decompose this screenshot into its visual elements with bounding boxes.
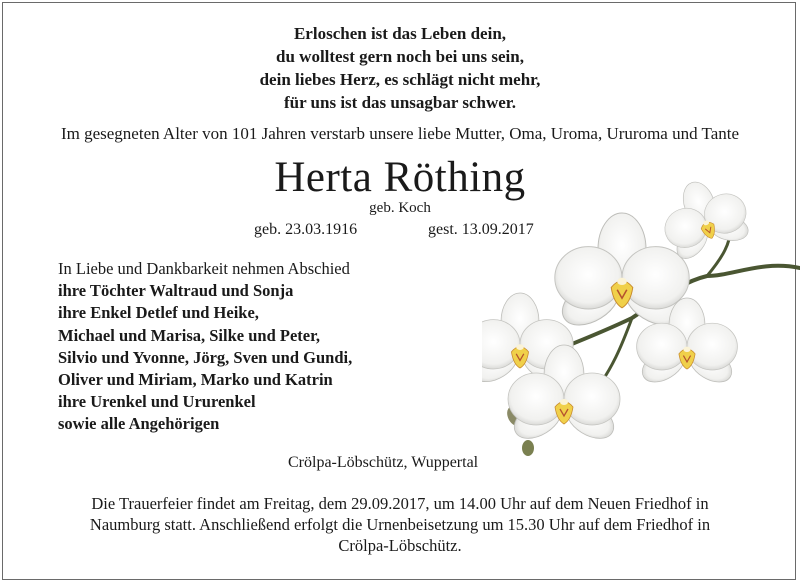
funeral-info [0,493,800,556]
funeral-line: Die Trauerfeier findet am Freitag, dem 29.09.2017, um 14.00 Uhr auf dem Neuen Friedhof in [91,494,709,513]
mourner-line: Michael und Marisa, Silke und Peter, [58,325,321,345]
poem-line: du wolltest gern noch bei uns sein, [276,47,524,66]
mourner-line: sowie alle Angehörigen [58,414,220,434]
maiden-name: geb. Koch [369,200,431,216]
place-names: Crölpa-Löbschütz, Wuppertal [288,454,479,471]
funeral-line: Crölpa-Löbschütz. [338,536,462,555]
birth-date: geb. 23.03.1916 [254,221,358,238]
mourners-heading: In Liebe und Dankbarkeit nehmen Abschied [58,259,350,278]
mourner-line: Oliver und Miriam, Marko und Katrin [58,370,333,390]
poem-line: dein liebes Herz, es schlägt nicht mehr, [259,70,541,89]
poem-line: für uns ist das unsagbar schwer. [283,93,517,112]
mourner-line: Silvio und Yvonne, Jörg, Sven und Gundi, [58,347,353,367]
death-date: gest. 13.09.2017 [428,221,534,238]
mourner-line: ihre Urenkel und Ururenkel [58,392,256,412]
intro-text: Im gesegneten Alter von 101 Jahren verstarb unsere liebe Mutter, Oma, Uroma, Ururoma und Tante [60,124,740,143]
poem-line: Erloschen ist das Leben dein, [293,24,507,43]
mourners-list [58,258,352,436]
poem [0,22,800,114]
mourner-line: ihre Töchter Waltraud und Sonja [58,281,294,301]
orchid-icon [482,180,800,460]
deceased-name: Herta Röthing [274,154,526,201]
mourner-line: ihre Enkel Detlef und Heike, [58,303,259,323]
funeral-line: Naumburg statt. Anschließend erfolgt die Urnenbeisetzung um 15.30 Uhr auf dem Friedhof in [89,515,711,534]
